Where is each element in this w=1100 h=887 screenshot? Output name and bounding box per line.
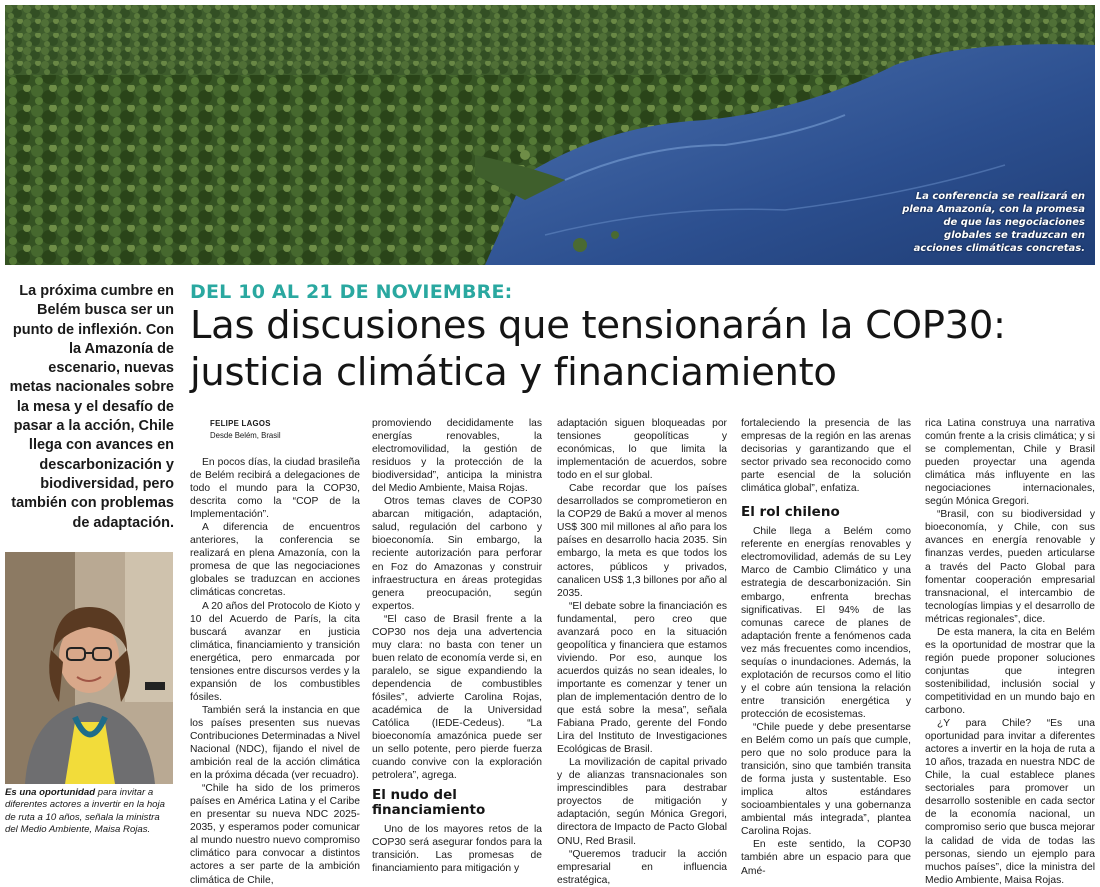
paragraph: Otros temas claves de COP30 abarcan mitigación, adaptación, salud, regulación del carbono y bioeconomía. Sin embargo, la reciente autorización para perforar en Foz do Amazonas y construir infraestructura en áreas protegidas genera preocupación, según expertos. bbox=[372, 496, 542, 612]
paragraph: “Queremos traducir la acción empresarial en influencia estratégica, bbox=[557, 848, 727, 886]
paragraph: “El debate sobre la financiación es fundamental, pero creo que avanzará poco en la situación geopolítica y financiera que estamos viviendo. Por eso, aunque los acuerdos quizás no sean ideales, lo importante es comenzar y tener un plan de implementación dentro de lo que está sobre la mesa”, señala Fabiana Prado, gerente del Fondo Lira del Instituto de Investigaciones Ecológicas de Brasil. bbox=[557, 600, 727, 756]
article-column-2 bbox=[372, 417, 542, 876]
paragraph: En pocos días, la ciudad brasileña de Belém recibirá a delegaciones de todo el mundo para la COP30, descrita como la “COP de la Implementación”. bbox=[190, 457, 360, 521]
byline-location: Desde Belém, Brasil bbox=[210, 431, 281, 440]
headline bbox=[190, 302, 1095, 396]
hero-caption: La conferencia se realizará en plena Amazonía, con la promesa de que las negociaciones globales se traduzcan en acciones climáticas concretas. bbox=[902, 191, 1085, 254]
headline-line-1: Las discusiones que tensionarán la COP30: bbox=[190, 303, 1006, 348]
subheading-financiamiento: El nudo del financiamiento bbox=[372, 787, 486, 819]
paragraph: “Chile ha sido de los primeros países en América Latina y el Caribe en presentar su nueva NDC 2025-2035, y esperamos poder comunicar al mundo nuestro nuevo compromiso climático para convocar a distintos actores a ser parte de la ambición climática de Chile, bbox=[190, 783, 360, 886]
paragraph: Chile llega a Belém como referente en energías renovables y electromovilidad, además de su Ley Marco de Cambio Climático y una estrategia de descarbonización. Sin embargo, enfrenta brechas significativas. El 94% de las comunas carece de planes de adaptación frente a fenómenos cada vez más frecuentes como incendios, sequías o inundaciones. Además, la explotación de recursos como el litio y el cobre aún tensiona la relación entre transición energética y protección de ecosistemas. bbox=[741, 526, 911, 720]
headline-line-2: justicia climática y financiamiento bbox=[190, 350, 837, 395]
paragraph: Cabe recordar que los países desarrollados se comprometieron en la COP29 de Bakú a mover al menos US$ 300 mil millones al año para los países en desarrollo hacia 2035. Sin embargo, la meta es que todos los actores, públicos y privados, canalicen US$ 1,3 billones por año al 2035. bbox=[557, 483, 728, 599]
paragraph: Uno de los mayores retos de la COP30 será asegurar fondos para la transición. Las promesas de financiamiento para mitigación y bbox=[372, 824, 542, 875]
paragraph: A 20 años del Protocolo de Kioto y 10 del Acuerdo de París, la cita buscará avanzar en justicia climática, financiamiento y transición energética, pero enmarcada por tensiones entre discursos verdes y la expansión de los combustibles fósiles. bbox=[190, 600, 360, 703]
paragraph: adaptación siguen bloqueadas por tensiones geopolíticas y económicas, lo que limita la implementación de acuerdos, sobre todo en el sur global. bbox=[557, 418, 727, 482]
article-column-5 bbox=[925, 417, 1095, 887]
paragraph: De esta manera, la cita en Belém es la oportunidad de mostrar que la región puede proponer soluciones conjuntas que integren sostenibilidad, inclusión social y competitividad en un mundo bajo en carbono. bbox=[925, 626, 1095, 717]
hero-photo bbox=[5, 5, 1095, 265]
paragraph: “Brasil, con su biodiversidad y bioeconomía, y Chile, con sus avances en energía renovable y finanzas verdes, pueden articularse a través del Pacto Global para fomentar cooperación empresarial transnacional, el intercambio de tecnologías limpias y el desarrollo de métricas regionales”, dice. bbox=[925, 509, 1095, 625]
article-column-4 bbox=[741, 417, 911, 878]
article-column-1 bbox=[190, 456, 360, 887]
paragraph: A diferencia de encuentros anteriores, la conferencia se realizará en plena Amazonía, con la promesa de que las negociaciones globales se traduzcan en acciones climáticas concretas. bbox=[190, 522, 360, 599]
paragraph: fortaleciendo la presencia de las empresas de la región en las arenas decisorias y garantizando que el sector privado sea reconocido como parte esencial de la solución climática global”, enfatiza. bbox=[741, 418, 911, 495]
portrait-caption: Es una oportunidad para invitar a diferentes actores a invertir en la hoja de ruta a 10 años, señala la ministra del Medio Ambiente, Maisa Rojas. bbox=[5, 787, 165, 835]
paragraph: “Chile puede y debe presentarse en Belém como un país que cumple, pero que no solo produce para la transición, sino que también transita de forma justa y sustentable. Eso implica altos estándares socioambientales y una gobernanza ambiental más integrada”, plantea Carolina Rojas. bbox=[741, 721, 911, 838]
paragraph: “El caso de Brasil frente a la COP30 nos deja una advertencia muy clara: no basta con tener un buen relato de economía verde si, en paralelo, se sigue expandiendo la dependencia de combustibles fósiles”, advierte Carolina Rojas, académica de la Universidad Católica (IEDE-Cedeus). “La bioeconomía amazónica puede ser un sello potente, pero pierde fuerza cuando convive con la exploración petrolera”, agrega. bbox=[372, 613, 543, 782]
paragraph: En este sentido, la COP30 también abre un espacio para que Amé- bbox=[741, 839, 911, 877]
article-column-3 bbox=[557, 417, 727, 887]
subheading-rol-chileno: El rol chileno bbox=[741, 504, 840, 521]
paragraph: ¿Y para Chile? “Es una oportunidad para invitar a diferentes actores a invertir en la hoja de ruta a 10 años, trazada en nuestra NDC de Chile, la cual establece planes sectoriales para promover un desarrollo sostenible en cada sector de la economía nacional, un compromiso serio que busca mejorar la calidad de vida de todas las personas, siendo un ejemplo para muchos países”, dice la ministra del Medio Ambiente, Maisa Rojas. bbox=[925, 718, 1095, 886]
paragraph: promoviendo decididamente las energías renovables, la electromovilidad, la gestión de residuos y la protección de la biodiversidad”, anticipa la ministra del Medio Ambiente, Maisa Rojas. bbox=[372, 418, 542, 495]
paragraph: También será la instancia en que los países presenten sus nuevas Contribuciones Determinadas a Nivel Nacional (NDC), fijando el nivel de ambición real de la acción climática en la próxima década (ver recuadro). bbox=[190, 704, 360, 782]
kicker: DEL 10 AL 21 DE NOVIEMBRE: bbox=[190, 281, 513, 303]
minister-portrait-image bbox=[5, 552, 173, 784]
byline-author: FELIPE LAGOS bbox=[210, 419, 271, 428]
paragraph: rica Latina construya una narrativa común frente a la crisis climática; y si se complementan, Chile y Brasil pueden proyectar una agenda climática más influyente en las negociaciones internacionales, según Mónica Gregori. bbox=[925, 418, 1095, 508]
paragraph: La movilización de capital privado y de alianzas transnacionales son imprescindibles para destrabar proyectos de mitigación y adaptación, según Mónica Gregori, directora de Impacto de Pacto Global ONU, Red Brasil. bbox=[557, 757, 727, 847]
article-deck: La próxima cumbre en Belém busca ser un punto de inflexión. Con la Amazonía de escenario, nuevas metas nacionales sobre la mesa y el desafío de pasar a la acción, Chile llega con avances en descarbonización y biodiversidad, pero también con problemas de adaptación. bbox=[9, 283, 174, 531]
portrait-photo bbox=[5, 552, 173, 784]
